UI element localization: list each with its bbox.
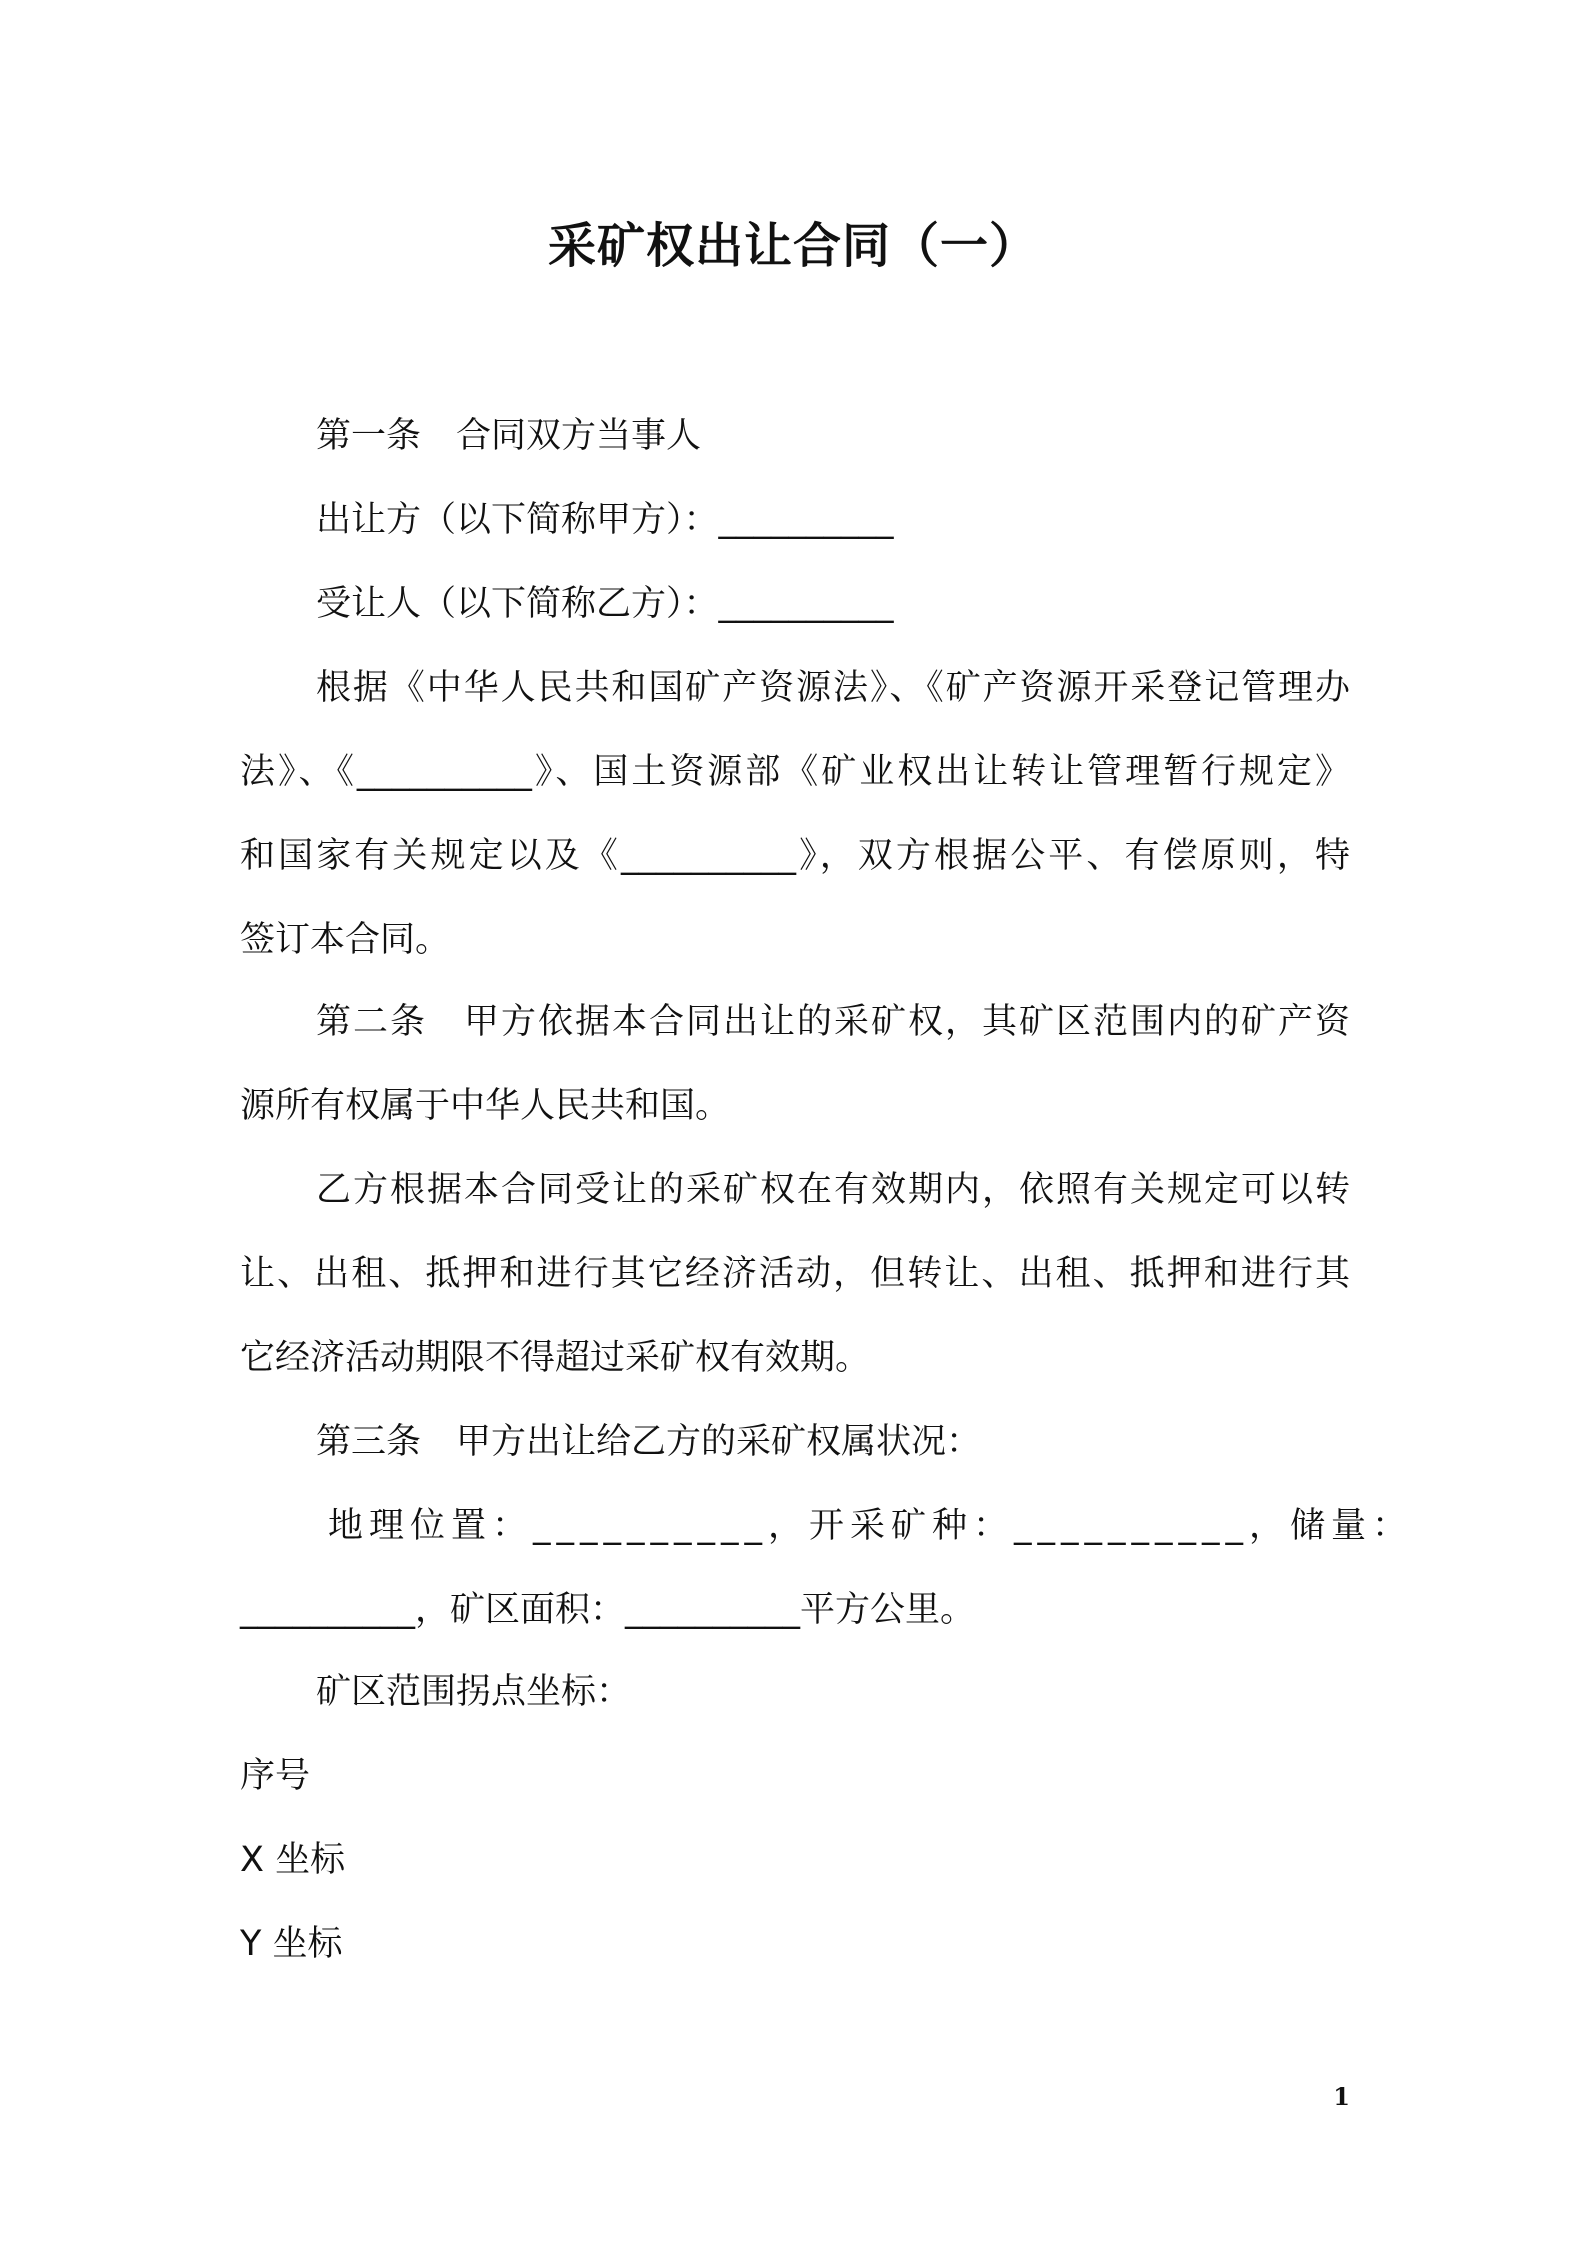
basis-paragraph-line-2: 法》、《__________》、国土资源部《矿业权出让转让管理暂行规定》 xyxy=(240,752,1350,792)
article-2-line-2: 源所有权属于中华人民共和国。 xyxy=(240,1086,731,1126)
document-title: 采矿权出让合同（一） xyxy=(547,218,1038,274)
article-2-line-1: 第二条 甲方依据本合同出让的采矿权，其矿区范围内的矿产资 xyxy=(316,1002,1350,1042)
party-b-line: 受让人（以下简称乙方）：__________ xyxy=(316,584,894,624)
serial-number-label: 序号 xyxy=(240,1756,311,1796)
transfer-paragraph-line-2: 让、出租、抵押和进行其它经济活动，但转让、出租、抵押和进行其 xyxy=(240,1254,1350,1294)
article-1-heading: 第一条 合同双方当事人 xyxy=(316,416,702,456)
basis-paragraph-line-3: 和国家有关规定以及《__________》，双方根据公平、有偿原则，特 xyxy=(240,836,1350,876)
transfer-paragraph-line-1: 乙方根据本合同受让的采矿权在有效期内，依照有关规定可以转 xyxy=(316,1170,1350,1210)
transfer-paragraph-line-3: 它经济活动期限不得超过采矿权有效期。 xyxy=(240,1338,871,1378)
x-coordinate-label: X 坐标 xyxy=(240,1840,346,1880)
basis-paragraph-line-1: 根据《中华人民共和国矿产资源法》、《矿产资源开采登记管理办 xyxy=(316,668,1350,708)
coordinates-heading: 矿区范围拐点坐标： xyxy=(316,1672,632,1712)
page-number: 1 xyxy=(1333,2082,1350,2111)
y-coordinate-label: Y 坐标 xyxy=(240,1924,343,1964)
basis-paragraph-line-4: 签订本合同。 xyxy=(240,920,451,960)
article-3-heading: 第三条 甲方出让给乙方的采矿权属状况： xyxy=(316,1422,982,1462)
mining-status-line-2: __________，矿区面积：__________平方公里。 xyxy=(240,1590,976,1630)
mining-status-line-1: 地理位置：__________，开采矿种：__________，储量： xyxy=(328,1506,1414,1546)
party-a-line: 出让方（以下简称甲方）：__________ xyxy=(316,500,894,540)
